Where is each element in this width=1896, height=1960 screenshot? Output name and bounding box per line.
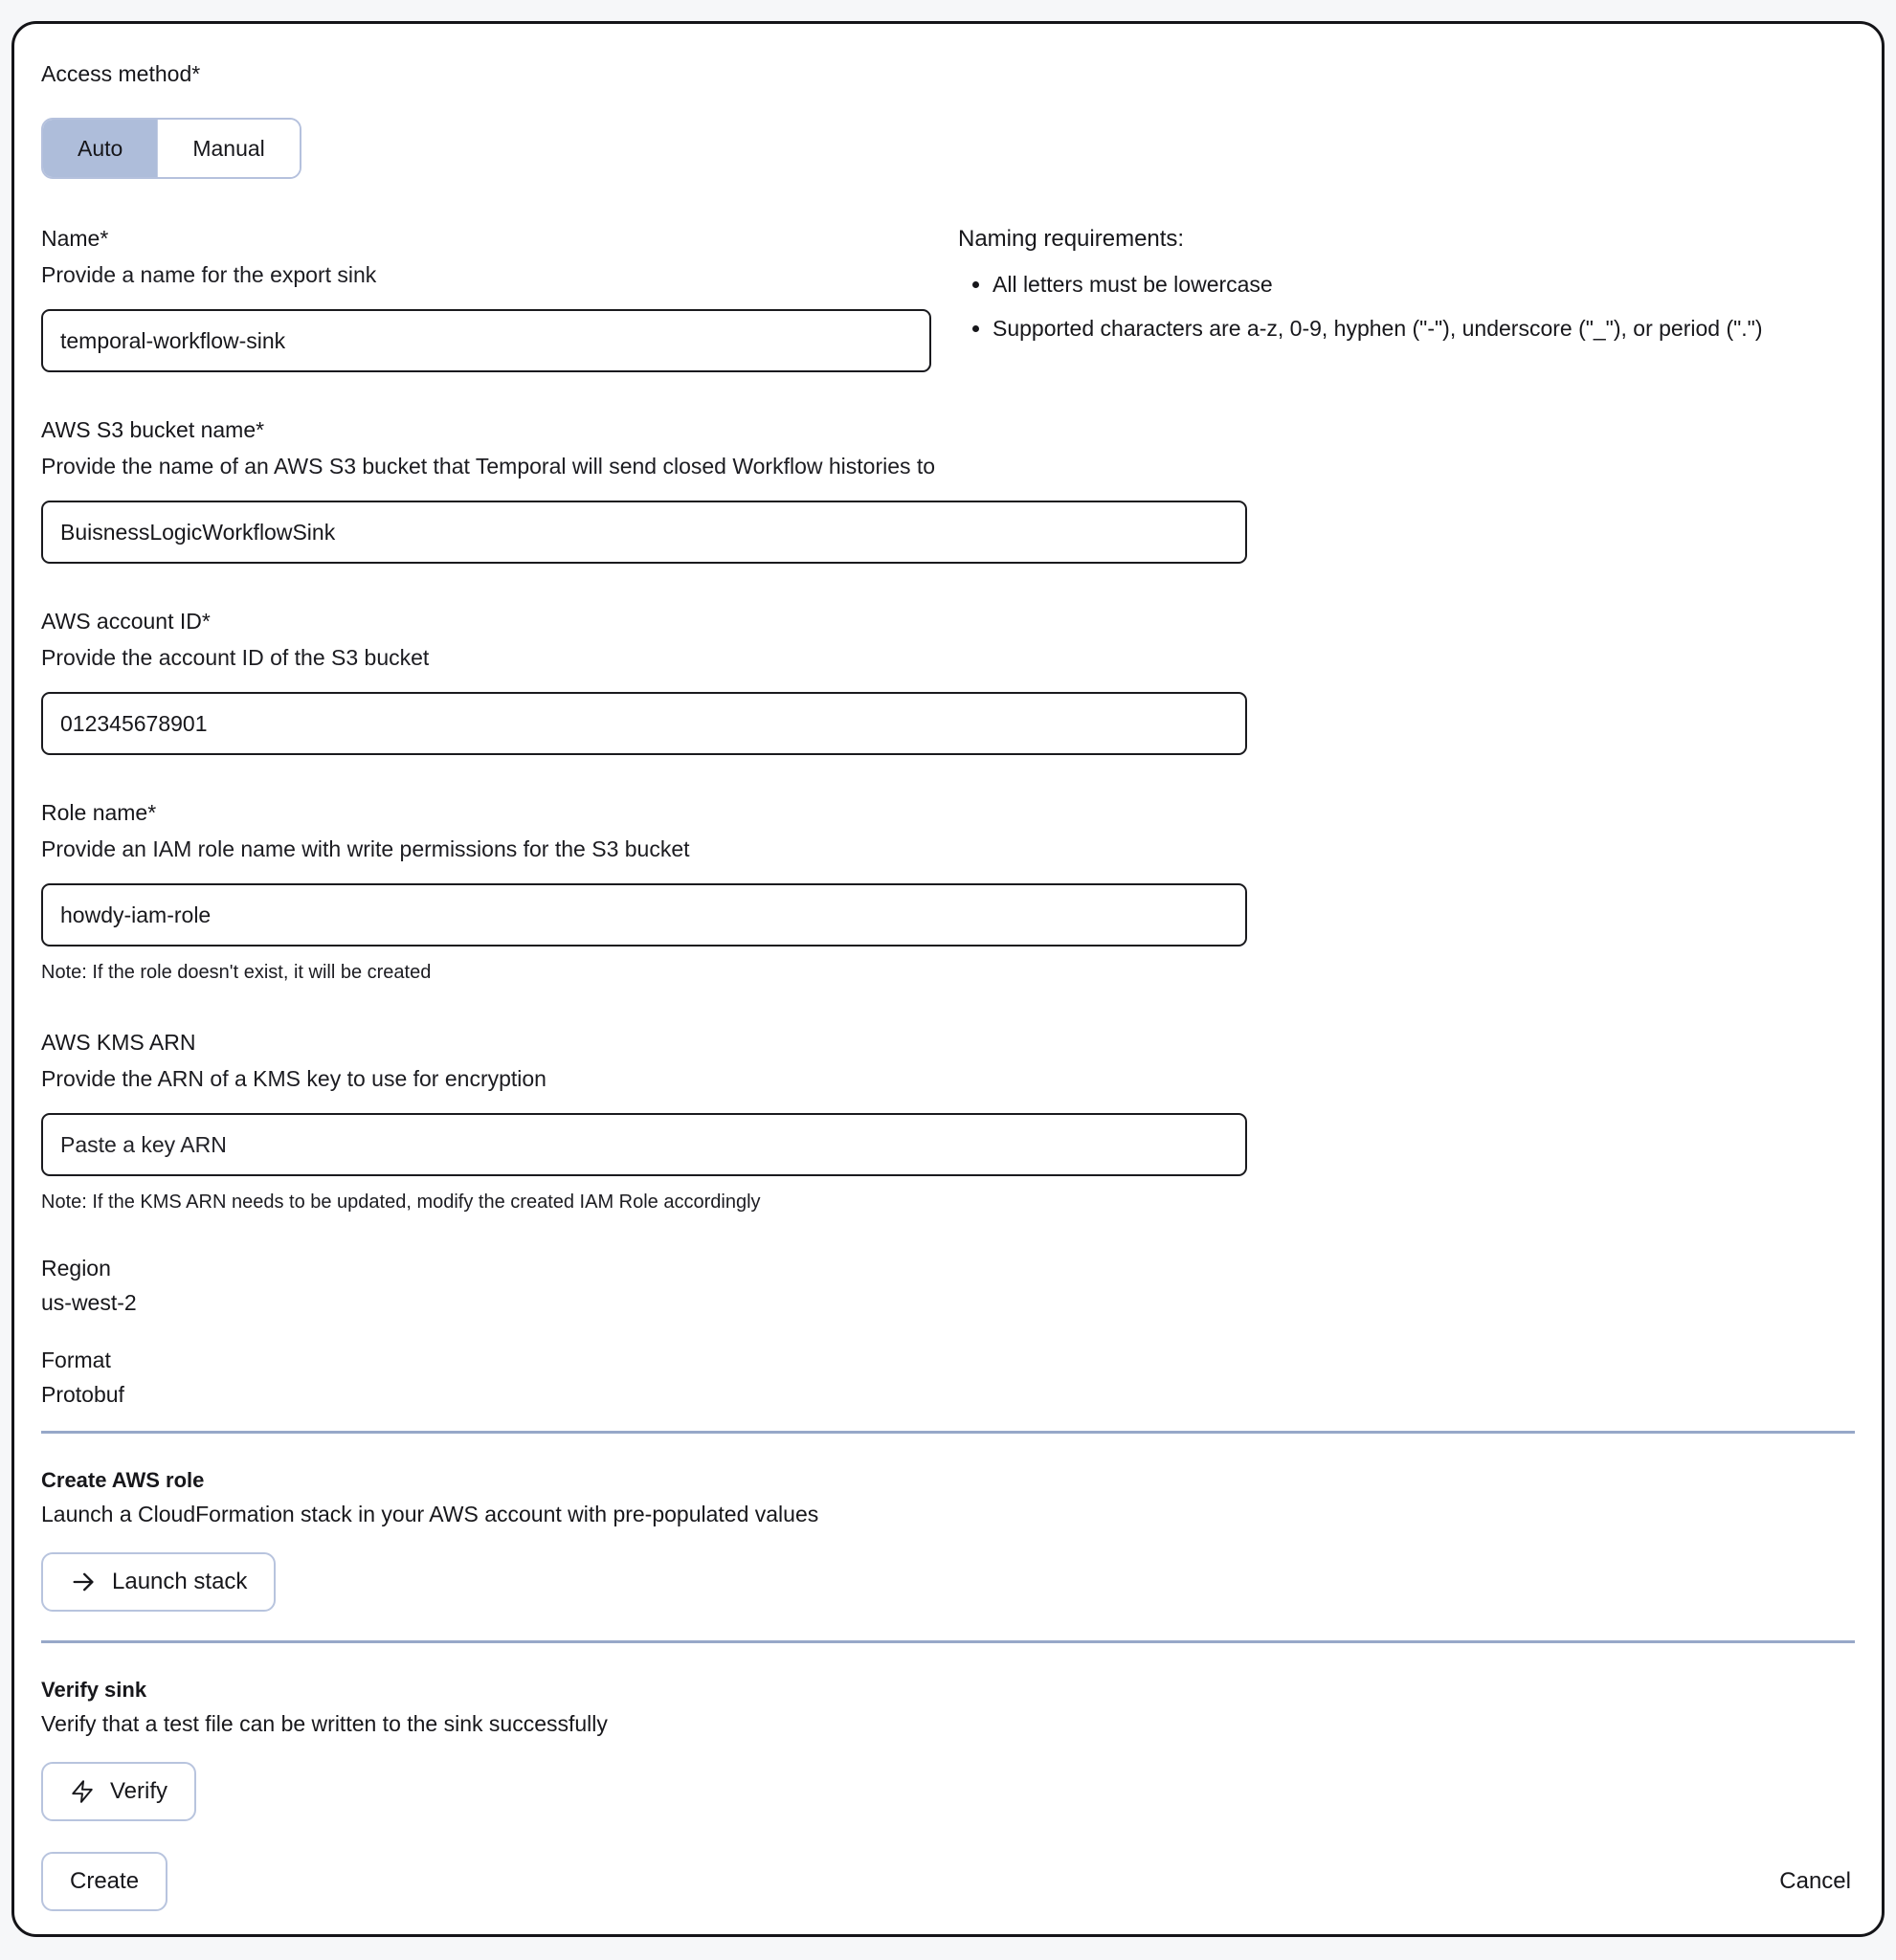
verify-sink-section [41, 1676, 1855, 1821]
s3-bucket-label: AWS S3 bucket name* [41, 417, 265, 442]
access-method-label: Access method* [41, 61, 201, 86]
access-method-option-manual[interactable]: Manual [157, 120, 299, 177]
account-id-description: Provide the account ID of the S3 bucket [41, 645, 430, 670]
name-label: Name* [41, 226, 109, 251]
account-id-field [41, 606, 1855, 755]
verify-sink-description: Verify that a test file can be written to the sink successfully [41, 1711, 608, 1736]
format-label: Format [41, 1348, 111, 1372]
region-label: Region [41, 1256, 111, 1281]
verify-sink-title: Verify sink [41, 1678, 147, 1702]
create-button[interactable] [41, 1852, 167, 1911]
role-name-field [41, 797, 1855, 985]
export-sink-form-panel [11, 21, 1885, 1937]
region-value: us-west-2 [41, 1290, 137, 1315]
divider [41, 1640, 1855, 1643]
kms-arn-description: Provide the ARN of a KMS key to use for encryption [41, 1066, 546, 1091]
create-aws-role-section [41, 1466, 1855, 1612]
format-block [41, 1345, 1855, 1410]
role-name-input[interactable] [41, 883, 1247, 947]
naming-requirements-title: Naming requirements: [958, 226, 1185, 252]
divider [41, 1431, 1855, 1434]
kms-arn-label: AWS KMS ARN [41, 1030, 196, 1055]
naming-requirements [958, 223, 1855, 372]
role-name-note: Note: If the role doesn't exist, it will be created [41, 962, 432, 983]
access-method-toggle [41, 118, 301, 179]
s3-bucket-description: Provide the name of an AWS S3 bucket that Temporal will send closed Workflow histories to [41, 454, 936, 479]
role-name-description: Provide an IAM role name with write permissions for the S3 bucket [41, 836, 690, 861]
launch-stack-button-label: Launch stack [112, 1569, 248, 1594]
arrow-right-icon [70, 1569, 97, 1595]
create-aws-role-description: Launch a CloudFormation stack in your AWS account with pre-populated values [41, 1502, 819, 1526]
naming-requirement-item: • All letters must be lowercase [993, 267, 1855, 301]
naming-requirement-item: • Supported characters are a-z, 0-9, hyphen ("-"), underscore ("_"), or period (".") [993, 311, 1855, 345]
verify-button-label: Verify [110, 1778, 168, 1804]
name-and-requirements-row [41, 223, 1855, 372]
launch-stack-button[interactable] [41, 1552, 276, 1612]
cancel-button[interactable]: Cancel [1779, 1868, 1851, 1894]
create-aws-role-title: Create AWS role [41, 1468, 205, 1492]
kms-arn-input[interactable] [41, 1113, 1247, 1176]
account-id-label: AWS account ID* [41, 609, 211, 634]
name-input[interactable] [41, 309, 931, 372]
access-method-option-auto[interactable]: Auto [43, 120, 157, 177]
verify-button[interactable] [41, 1762, 196, 1821]
naming-requirements-list [958, 267, 1855, 345]
lightning-bolt-icon [70, 1779, 95, 1804]
kms-arn-note: Note: If the KMS ARN needs to be updated, modify the created IAM Role accordingly [41, 1192, 761, 1213]
format-value: Protobuf [41, 1382, 124, 1407]
name-field [41, 223, 931, 372]
s3-bucket-input[interactable] [41, 501, 1247, 564]
s3-bucket-field [41, 414, 1855, 564]
region-block [41, 1253, 1855, 1318]
account-id-input[interactable] [41, 692, 1247, 755]
create-button-label: Create [70, 1868, 140, 1894]
role-name-label: Role name* [41, 800, 157, 825]
form-actions [41, 1852, 1855, 1911]
kms-arn-field [41, 1027, 1855, 1214]
name-description: Provide a name for the export sink [41, 262, 377, 287]
